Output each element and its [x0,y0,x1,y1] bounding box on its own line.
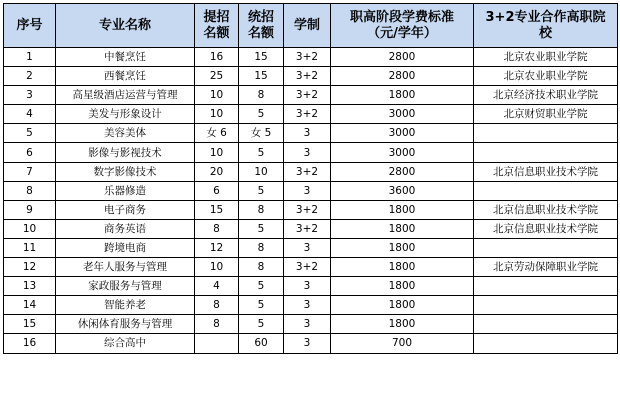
cell-early-quota: 8 [195,296,239,315]
cell-unified-quota: 5 [239,296,284,315]
cell-tuition: 1800 [331,200,474,219]
cell-early-quota: 10 [195,105,239,124]
cell-unified-quota: 5 [239,143,284,162]
cell-unified-quota: 8 [239,238,284,257]
cell-partner-college: 北京经济技术职业学院 [474,86,618,105]
cell-early-quota: 20 [195,162,239,181]
cell-partner-college: 北京信息职业技术学院 [474,200,618,219]
cell-major-name: 影像与影视技术 [56,143,195,162]
cell-duration: 3 [284,277,331,296]
cell-major-name: 智能养老 [56,296,195,315]
cell-partner-college: 北京农业职业学院 [474,67,618,86]
cell-tuition: 1800 [331,296,474,315]
table-row [4,277,618,296]
cell-major-name: 商务英语 [56,219,195,238]
cell-partner-college: 北京农业职业学院 [474,48,618,67]
cell-index: 2 [4,67,56,86]
cell-index: 3 [4,86,56,105]
table-row [4,258,618,277]
cell-major-name: 乐器修造 [56,181,195,200]
cell-early-quota [195,334,239,353]
cell-partner-college [474,334,618,353]
table-body [4,48,618,354]
header-major-name: 专业名称 [56,4,195,48]
cell-tuition: 3000 [331,143,474,162]
cell-partner-college [474,238,618,257]
table-row [4,334,618,353]
cell-major-name: 老年人服务与管理 [56,258,195,277]
cell-index: 13 [4,277,56,296]
cell-major-name: 美容美体 [56,124,195,143]
cell-duration: 3+2 [284,162,331,181]
cell-major-name: 跨境电商 [56,238,195,257]
cell-partner-college [474,181,618,200]
cell-duration: 3 [284,334,331,353]
header-row [4,4,618,48]
cell-index: 6 [4,143,56,162]
cell-duration: 3 [284,315,331,334]
cell-early-quota: 10 [195,143,239,162]
cell-partner-college [474,143,618,162]
cell-duration: 3+2 [284,67,331,86]
cell-partner-college: 北京信息职业技术学院 [474,162,618,181]
cell-duration: 3+2 [284,105,331,124]
cell-index: 10 [4,219,56,238]
cell-unified-quota: 5 [239,181,284,200]
table-row [4,124,618,143]
cell-early-quota: 8 [195,315,239,334]
cell-duration: 3 [284,296,331,315]
cell-tuition: 3600 [331,181,474,200]
cell-unified-quota: 5 [239,219,284,238]
cell-index: 9 [4,200,56,219]
cell-index: 12 [4,258,56,277]
cell-major-name: 数字影像技术 [56,162,195,181]
cell-duration: 3 [284,143,331,162]
cell-index: 14 [4,296,56,315]
cell-duration: 3+2 [284,48,331,67]
header-unified-quota: 统招名额 [239,4,284,48]
cell-partner-college: 北京财贸职业学院 [474,105,618,124]
cell-major-name: 西餐烹饪 [56,67,195,86]
cell-tuition: 1800 [331,219,474,238]
cell-duration: 3+2 [284,200,331,219]
cell-partner-college: 北京信息职业技术学院 [474,219,618,238]
cell-major-name: 电子商务 [56,200,195,219]
cell-index: 5 [4,124,56,143]
cell-early-quota: 15 [195,200,239,219]
cell-tuition: 3000 [331,105,474,124]
cell-tuition: 2800 [331,162,474,181]
cell-index: 16 [4,334,56,353]
header-partner-college: 3+2专业合作高职院校 [474,4,618,48]
cell-unified-quota: 5 [239,277,284,296]
cell-early-quota: 10 [195,258,239,277]
cell-major-name: 家政服务与管理 [56,277,195,296]
cell-early-quota: 6 [195,181,239,200]
cell-tuition: 1800 [331,277,474,296]
cell-duration: 3+2 [284,219,331,238]
cell-partner-college [474,296,618,315]
table-row [4,296,618,315]
cell-index: 8 [4,181,56,200]
cell-unified-quota: 8 [239,86,284,105]
cell-partner-college [474,315,618,334]
header-index: 序号 [4,4,56,48]
cell-early-quota: 16 [195,48,239,67]
cell-tuition: 1800 [331,86,474,105]
cell-duration: 3 [284,181,331,200]
table-row [4,105,618,124]
table-row [4,48,618,67]
cell-index: 1 [4,48,56,67]
cell-major-name: 中餐烹饪 [56,48,195,67]
cell-duration: 3+2 [284,258,331,277]
cell-unified-quota: 8 [239,258,284,277]
cell-unified-quota: 5 [239,315,284,334]
cell-major-name: 休闲体育服务与管理 [56,315,195,334]
cell-early-quota: 12 [195,238,239,257]
cell-unified-quota: 15 [239,67,284,86]
cell-unified-quota: 15 [239,48,284,67]
header-tuition: 职高阶段学费标准（元/学年） [331,4,474,48]
cell-index: 7 [4,162,56,181]
cell-early-quota: 女 6 [195,124,239,143]
table-row [4,200,618,219]
table-row [4,86,618,105]
cell-early-quota: 8 [195,219,239,238]
cell-tuition: 2800 [331,48,474,67]
cell-tuition: 1800 [331,258,474,277]
cell-unified-quota: 10 [239,162,284,181]
table-row [4,315,618,334]
cell-unified-quota: 女 5 [239,124,284,143]
cell-tuition: 1800 [331,238,474,257]
cell-partner-college: 北京劳动保障职业学院 [474,258,618,277]
cell-early-quota: 10 [195,86,239,105]
table-row [4,162,618,181]
cell-duration: 3 [284,238,331,257]
cell-unified-quota: 60 [239,334,284,353]
cell-index: 15 [4,315,56,334]
cell-partner-college [474,124,618,143]
cell-index: 4 [4,105,56,124]
table-row [4,67,618,86]
cell-unified-quota: 8 [239,200,284,219]
cell-tuition: 700 [331,334,474,353]
cell-tuition: 3000 [331,124,474,143]
header-duration: 学制 [284,4,331,48]
cell-tuition: 2800 [331,67,474,86]
cell-early-quota: 25 [195,67,239,86]
cell-index: 11 [4,238,56,257]
table-row [4,143,618,162]
cell-tuition: 1800 [331,315,474,334]
cell-duration: 3+2 [284,86,331,105]
table-row [4,219,618,238]
header-early-quota: 提招名额 [195,4,239,48]
cell-major-name: 综合高中 [56,334,195,353]
cell-unified-quota: 5 [239,105,284,124]
cell-duration: 3 [284,124,331,143]
cell-major-name: 高星级酒店运营与管理 [56,86,195,105]
cell-partner-college [474,277,618,296]
cell-major-name: 美发与形象设计 [56,105,195,124]
table-row [4,181,618,200]
cell-early-quota: 4 [195,277,239,296]
table-row [4,238,618,257]
enrollment-table [3,3,618,354]
